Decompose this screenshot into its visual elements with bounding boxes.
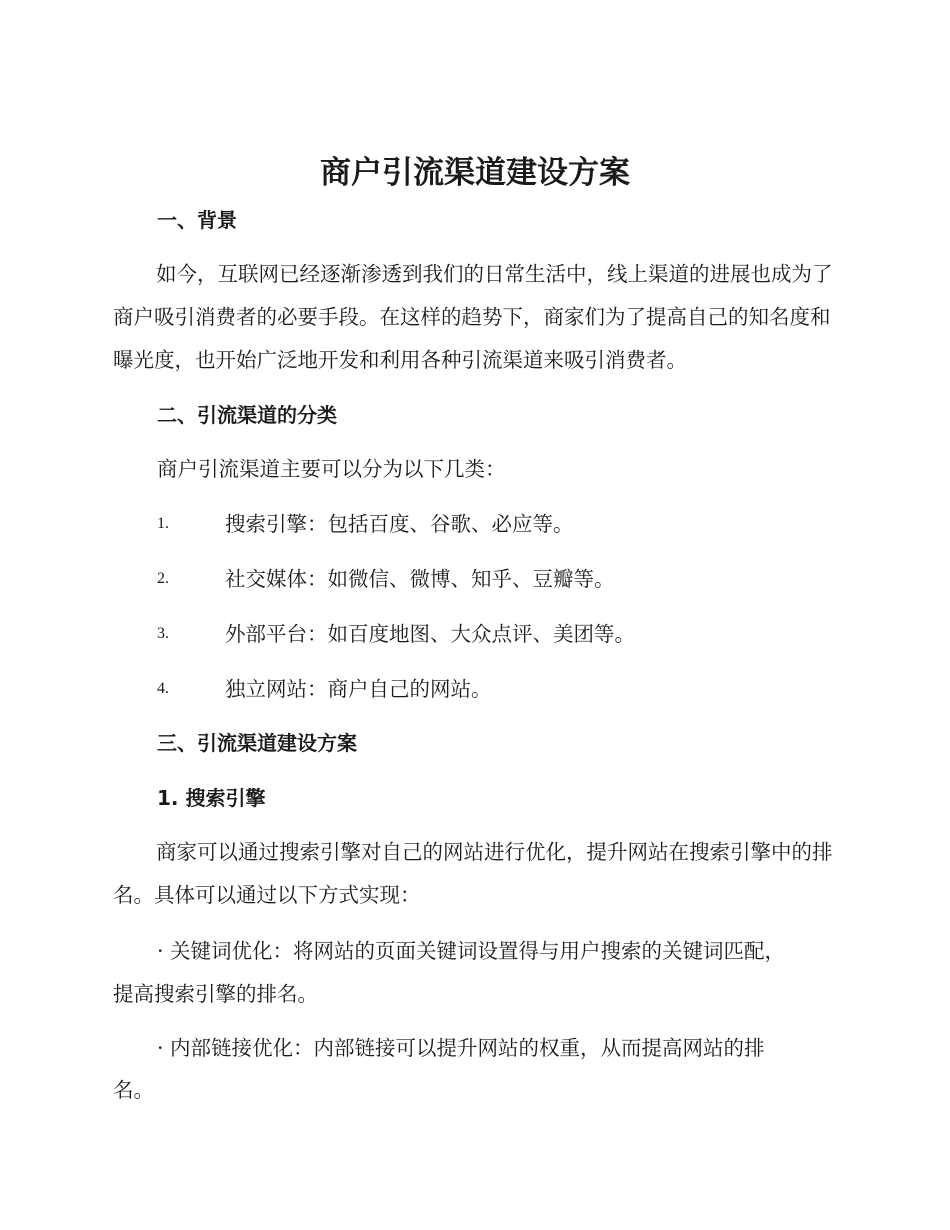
subsection-heading-search-engine: 1. 搜索引擎 — [157, 786, 266, 810]
section-heading-background: 一、背景 — [157, 208, 237, 232]
bullet-line: · 关键词优化：将网站的页面关键词设置得与用户搜索的关键词匹配， — [157, 939, 786, 963]
bullet-line: 名。 — [113, 1078, 154, 1102]
section-heading-plan: 三、引流渠道建设方案 — [157, 731, 357, 755]
list-item-number: 2. — [157, 570, 169, 587]
list-item-text: 外部平台：如百度地图、大众点评、美团等。 — [225, 622, 635, 646]
list-item-number: 3. — [157, 625, 169, 642]
list-item-text: 社交媒体：如微信、微博、知乎、豆瓣等。 — [225, 567, 615, 591]
list-item-number: 1. — [157, 515, 169, 532]
list-item-text: 独立网站：商户自己的网站。 — [225, 677, 492, 701]
background-paragraph: 如今，互联网已经逐渐渗透到我们的日常生活中，线上渠道的进展也成为了商户吸引消费者的必要手段。在这样的趋势下，商家们为了提高自己的知名度和曝光度，也开始广泛地开发和利用各种引流渠道来吸引消费者。 — [113, 262, 833, 372]
bullet-line: · 内部链接优化：内部链接可以提升网站的权重，从而提高网站的排 — [157, 1036, 765, 1060]
document-title: 商户引流渠道建设方案 — [320, 155, 630, 191]
bullet-line: 提高搜索引擎的排名。 — [113, 982, 318, 1006]
list-item-text: 搜索引擎：包括百度、谷歌、必应等。 — [225, 512, 574, 536]
list-item-number: 4. — [157, 680, 169, 697]
section-heading-channel-types: 二、引流渠道的分类 — [157, 403, 337, 427]
search-engine-paragraph: 商家可以通过搜索引擎对自己的网站进行优化，提升网站在搜索引擎中的排名。具体可以通过以下方式实现： — [113, 840, 833, 907]
channel-types-intro: 商户引流渠道主要可以分为以下几类： — [157, 457, 506, 481]
